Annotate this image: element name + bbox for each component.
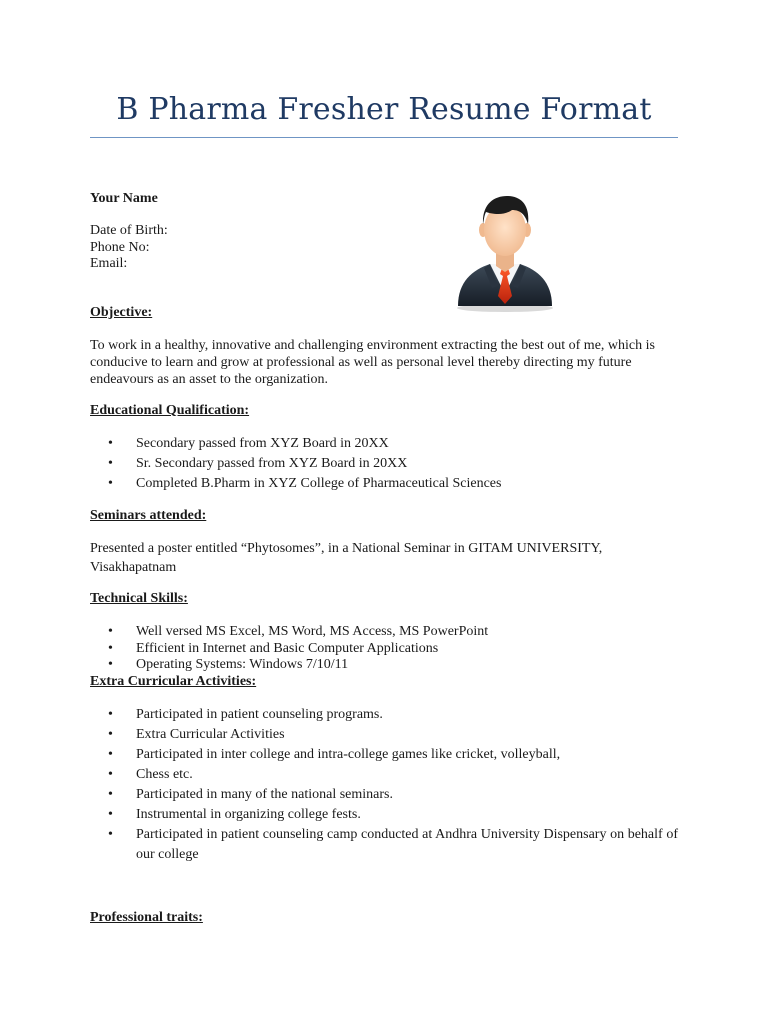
list-item: • Participated in patient counseling programs.	[108, 705, 678, 725]
list-item: • Instrumental in organizing college fests.	[108, 805, 678, 825]
phone-label: Phone No:	[90, 239, 150, 255]
bullet-icon: •	[108, 476, 113, 491]
list-item: • Participated in inter college and intra-college games like cricket, volleyball,	[108, 745, 678, 765]
objective-heading: Objective:	[90, 305, 153, 320]
seminars-heading: Seminars attended:	[90, 508, 207, 523]
bullet-icon: •	[108, 657, 113, 672]
extra-curricular-list	[108, 705, 678, 865]
list-item: • Participated in patient counseling camp conducted at Andhra University Dispensary on behalf of our college	[108, 827, 678, 862]
bullet-icon: •	[108, 456, 113, 471]
technical-list	[108, 624, 678, 674]
bullet-icon: •	[108, 707, 113, 722]
bullet-icon: •	[108, 787, 113, 802]
list-item: • Completed B.Pharm in XYZ College of Pharmaceutical Sciences	[108, 474, 678, 494]
bullet-icon: •	[108, 767, 113, 782]
bullet-icon: •	[108, 640, 113, 656]
extra-curricular-heading: Extra Curricular Activities:	[90, 674, 257, 689]
list-item: • Sr. Secondary passed from XYZ Board in 20XX	[108, 454, 678, 474]
date-of-birth-label: Date of Birth:	[90, 223, 168, 238]
bullet-icon: •	[108, 807, 113, 822]
your-name-label: Your Name	[90, 191, 158, 206]
seminars-text: Presented a poster entitled “Phytosomes”, in a National Seminar in GITAM UNIVERSITY, Visakhapatnam	[90, 541, 603, 575]
email-label: Email:	[90, 256, 128, 271]
education-heading: Educational Qualification:	[90, 403, 250, 418]
bullet-icon: •	[108, 436, 113, 451]
list-item: • Chess etc.	[108, 765, 678, 785]
title-divider	[90, 137, 678, 138]
bullet-icon: •	[108, 747, 113, 762]
bullet-icon: •	[108, 624, 113, 639]
bullet-icon: •	[108, 727, 113, 742]
technical-heading: Technical Skills:	[90, 591, 188, 606]
education-list	[108, 434, 678, 494]
professional-traits-heading: Professional traits:	[90, 910, 203, 925]
contact-block	[90, 223, 168, 273]
bullet-icon: •	[108, 827, 113, 842]
list-item: • Secondary passed from XYZ Board in 20XX	[108, 434, 678, 454]
list-item: • Extra Curricular Activities	[108, 725, 678, 745]
list-item: • Participated in many of the national seminars.	[108, 785, 678, 805]
person-avatar-icon	[452, 190, 558, 312]
objective-text: To work in a healthy, innovative and challenging environment extracting the best out of me, which is conducive to learn and grow at professional as well as personal level thereby directing my future endeavours as an asset to the organization.	[90, 338, 655, 387]
list-item: • Operating Systems: Windows 7/10/11	[108, 657, 349, 672]
page-title: B Pharma Fresher Resume Format	[116, 92, 652, 127]
list-item: • Well versed MS Excel, MS Word, MS Access, MS PowerPoint	[108, 624, 489, 639]
list-item: • Efficient in Internet and Basic Computer Applications	[108, 640, 439, 656]
